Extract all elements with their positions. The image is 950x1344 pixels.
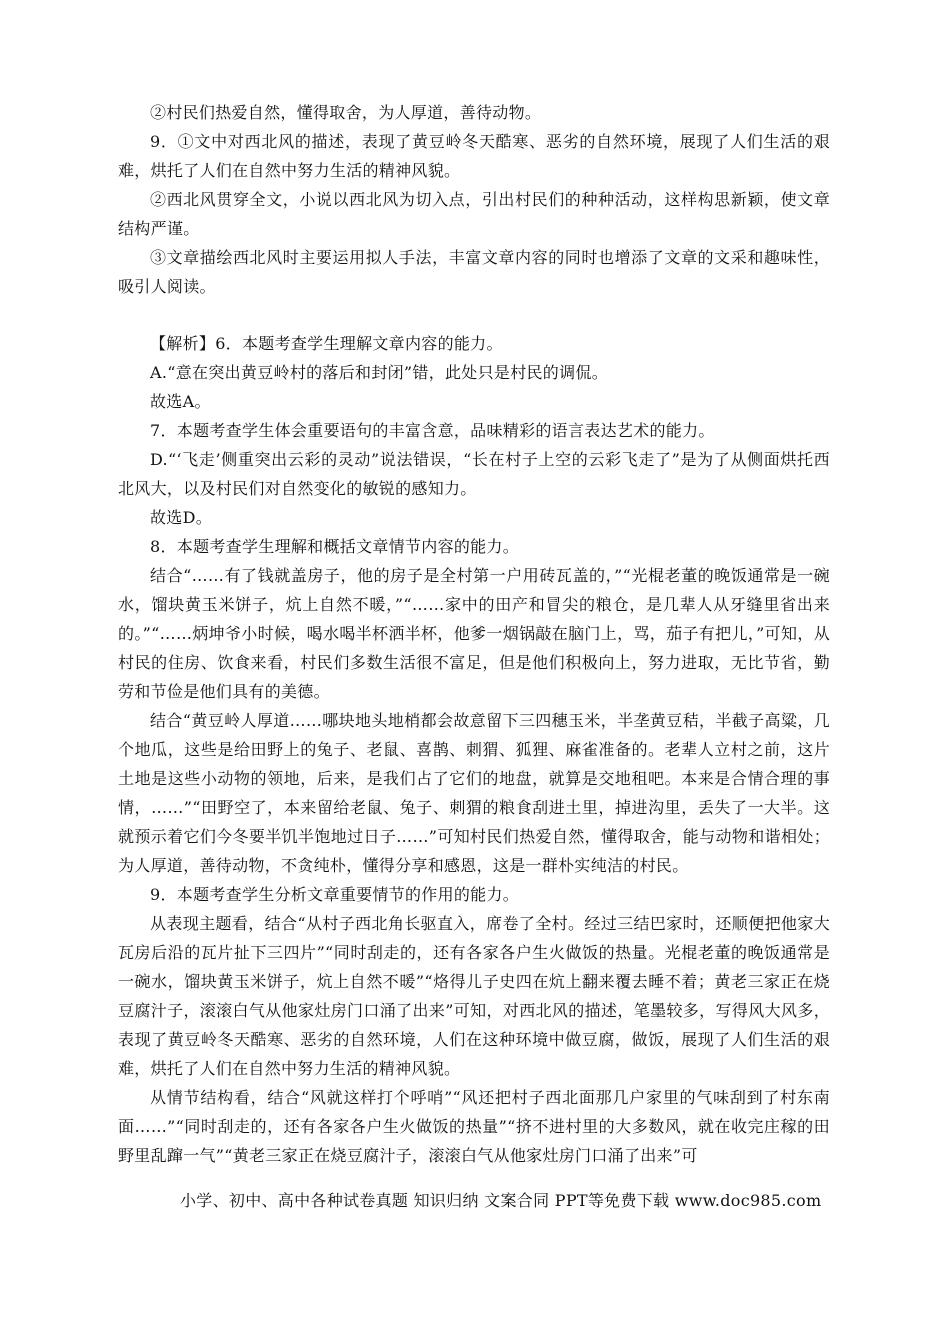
analysis-paragraph: 从表现主题看，结合“从村子西北角长驱直入，席卷了全村。经过三结巴家时，还顺便把他家大瓦房后沿的瓦片扯下三四片”“同时刮走的，还有各家各户生火做饭的热量。光棍老董的晚饭通常是一碗水，馏块黄玉米饼子，炕上自然不暖”“烙得儿子史四在炕上翻来覆去睡不着；黄老三家正在烧豆腐汁子，滚滚白气从他家灶房门口涌了出来”可知，对西北风的描述，笔墨较多，写得风大风多，表现了黄豆岭冬天酷寒、恶劣的自然环境，人们在这种环境中做豆腐，做饭，展现了人们生活的艰难，烘托了人们在自然中努力生活的精神风貌。 [118,914,830,1078]
answer-paragraph: ③文章描绘西北风时主要运用拟人手法，丰富文章内容的同时也增添了文章的文采和趣味性，吸引人阅读。 [118,248,830,296]
analysis-paragraph: 结合“黄豆岭人厚道……哪块地头地梢都会故意留下三四穗玉米，半垄黄豆秸，半截子高粱，几个地瓜，这些是给田野上的兔子、老鼠、喜鹊、刺猬、狐狸、麻雀准备的。老辈人立村之前，这片土地是这些小动物的领地，后来，是我们占了它们的地盘，就算是交地租吧。本来是合情合理的事情，……”“田野空了，本来留给老鼠、兔子、刺猬的粮食刮进土里，掉进沟里，丢失了一大半。这就预示着它们今冬要半饥半饱地过日子……”可知村民们热爱自然，懂得取舍，能与动物和谐相处；为人厚道，善待动物，不贪纯朴，懂得分享和感恩，这是一群朴实纯洁的村民。 [118,711,830,875]
analysis-paragraph: 9．本题考查学生分析文章重要情节的作用的能力。 [150,885,520,904]
answer-paragraph: ②村民们热爱自然，懂得取舍，为人厚道，善待动物。 [150,103,542,122]
analysis-paragraph: 从情节结构看，结合“风就这样打个呼哨”“风还把村子西北面那几户家里的气味刮到了村东南面……”“同时刮走的，还有各家各户生火做饭的热量”“挤不进村里的大多数风，就在收完庄稼的田野里乱蹿一气”“黄老三家正在烧豆腐汁子，滚滚白气从他家灶房门口涌了出来”可 [118,1088,830,1165]
analysis-paragraph: D.“‘飞走’侧重突出云彩的灵动”说法错误，“长在村子上空的云彩飞走了”是为了从侧面烘托西北风大，以及村民们对自然变化的敏锐的感知力。 [118,450,830,498]
analysis-paragraph: A.“意在突出黄豆岭村的落后和封闭”错，此处只是村民的调侃。 [150,363,609,382]
document-body [118,98,830,1170]
analysis-paragraph: 故选A。 [150,392,211,411]
analysis-paragraph: 故选D。 [150,508,213,527]
analysis-paragraph: 8．本题考查学生理解和概括文章情节内容的能力。 [150,537,520,556]
analysis-paragraph: 7．本题考查学生体会重要语句的丰富含意，品味精彩的语言表达艺术的能力。 [150,421,715,440]
page-footer: 小学、初中、高中各种试卷真题 知识归纳 文案合同 PPT等免费下载 www.doc985.com [180,1191,822,1210]
answer-paragraph: ②西北风贯穿全文，小说以西北风为切入点，引出村民们的种种活动，这样构思新颖，使文章结构严谨。 [118,190,830,238]
answer-paragraph: 9．①文中对西北风的描述，表现了黄豆岭冬天酷寒、恶劣的自然环境，展现了人们生活的艰难，烘托了人们在自然中努力生活的精神风貌。 [118,132,830,180]
analysis-heading: 【解析】6．本题考查学生理解文章内容的能力。 [150,334,503,353]
section-gap [118,301,830,329]
analysis-paragraph: 结合“……有了钱就盖房子，他的房子是全村第一户用砖瓦盖的，”“光棍老董的晚饭通常是一碗水，馏块黄玉米饼子，炕上自然不暖，”“……家中的田产和冒尖的粮仓，是几辈人从牙缝里省出来的。”“……炳坤爷小时候，喝水喝半杯洒半杯，他爹一烟锅敲在脑门上，骂，茄子有把儿，”可知，从村民的住房、饮食来看，村民们多数生活很不富足，但是他们积极向上，努力进取，无比节省，勤劳和节俭是他们具有的美德。 [118,566,830,701]
